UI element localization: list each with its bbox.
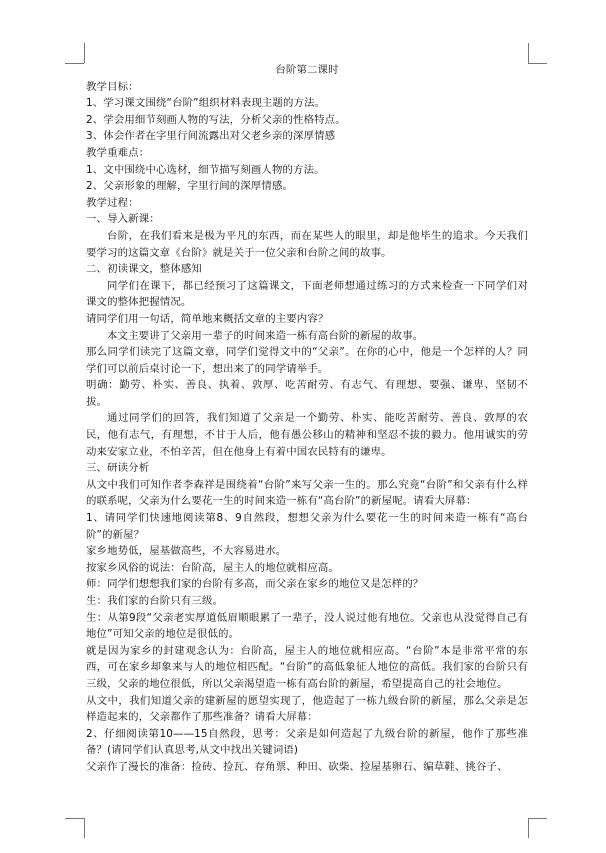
paragraph: 三、研读分析 xyxy=(86,462,150,475)
paragraph: 本文主要讲了父亲用一辈子的时间来造一栋有高台阶的新屋的故事。 xyxy=(107,329,424,342)
paragraph: 3、体会作者在字里行间流露出对父老乡亲的深厚情感 xyxy=(86,130,336,143)
paragraph: 教学重难点： xyxy=(86,146,150,159)
paragraph: 生：从第9段“父亲老实厚道低眉顺眼累了一辈子，没人说过他有地位。父亲也从没觉得自己有地位”可知父亲的地位是很低的。 xyxy=(86,611,528,641)
paragraph: 请同学们用一句话，简单地来概括文章的主要内容？ xyxy=(86,312,329,325)
paragraph: 父亲作了漫长的准备：捡砖、捡瓦、存角票、种田、砍柴、捡屋基卵石、编草鞋、挑谷子、 xyxy=(86,760,508,773)
paragraph: 从文中，我们知道父亲的建新屋的愿望实现了，他造起了一栋九级台阶的新屋，那么父亲是怎样造起来的，父亲都作了那些准备？请看大屏幕： xyxy=(86,694,528,724)
paragraph-list xyxy=(86,79,528,776)
paragraph: 师：同学们想想我们家的台阶有多高，而父亲在家乡的地位又是怎样的？ xyxy=(86,578,424,591)
paragraph: 2、仔细阅读第10——15自然段，思考：父亲是如何造起了九级台阶的新屋，他作了那些准备？(请同学们认真思考,从文中找出关键词语) xyxy=(86,727,528,757)
paragraph: 2、父亲形象的理解，字里行间的深厚情感。 xyxy=(86,180,294,193)
paragraph: 1、请同学们快速地阅读第8、9自然段，想想父亲为什么要花一生的时间来造一栋有“高台阶”的新屋？ xyxy=(86,512,528,541)
paragraph: 一、导入新课： xyxy=(86,213,160,226)
paragraph: 就是因为家乡的封建观念认为：台阶高，屋主人的地位就相应高。“台阶”本是非常平常的东西，可在家乡却象来与人的地位相匹配。“台阶”的高低象征人地位的高低。我们家的台阶只有三级，父亲的地位很低，所以父亲渴望造一栋有高台阶的新屋，希望提高自己的社会地位。 xyxy=(86,644,528,690)
paragraph: 二、初读课文，整体感知 xyxy=(86,263,202,276)
paragraph: 教学过程： xyxy=(86,196,139,209)
paragraph: 按家乡风俗的说法：台阶高，屋主人的地位就相应高。 xyxy=(86,561,339,574)
paragraph: 同学们在课下，都已经预习了这篇课文，下面老师想通过练习的方式来检查一下同学们对课文的整体把握情况。 xyxy=(86,279,528,309)
document-title: 台阶第二课时 xyxy=(275,64,339,76)
paragraph: 教学目标： xyxy=(86,80,139,93)
paragraph: 生：我们家的台阶只有三级。 xyxy=(86,595,224,607)
paragraph: 2、学会用细节刻画人物的写法，分析父亲的性格特点。 xyxy=(86,113,346,126)
paragraph: 1、文中围绕中心选材，细节描写刻画人物的方法。 xyxy=(86,163,325,176)
paragraph: 那么同学们读完了这篇文章，同学们觉得文中的“父亲”。在你的心中，他是一个怎样的人？同学们可以前后桌讨论一下，想出来了的同学请举手。 xyxy=(86,346,528,375)
paragraph: 从文中我们可知作者李森祥是围绕着“台阶”来写父亲一生的。那么究竟“台阶”和父亲有什么样的联系呢，父亲为什么要花一生的时间来造一栋有“高台阶”的新屋呢。请看大屏幕： xyxy=(86,478,528,508)
paragraph: 台阶，在我们看来是极为平凡的东西，而在某些人的眼里，却是他毕生的追求。今天我们要学习的这篇文章《台阶》就是关于一位父亲和台阶之间的故事。 xyxy=(86,229,528,259)
paragraph: 通过同学们的回答，我们知道了父亲是一个勤劳、朴实、能吃苦耐劳、善良、敦厚的农民，他有志气，有理想，不甘于人后，他有愚公移山的精神和坚忍不拔的毅力。他用诚实的劳动来安家立业，不怕辛苦，但在他身上有着中国农民特有的谦卑。 xyxy=(86,412,528,458)
paragraph: 家乡地势低，屋基做高些，不大容易进水。 xyxy=(86,545,287,558)
paragraph: 1、学习课文围绕“台阶”组织材料表现主题的方法。 xyxy=(86,97,326,110)
document-body xyxy=(86,62,528,776)
paragraph: 明确：勤劳、朴实、善良、执着、敦厚、吃苦耐劳、有志气、有理想、要强、谦卑、坚韧不拔。 xyxy=(86,379,528,408)
